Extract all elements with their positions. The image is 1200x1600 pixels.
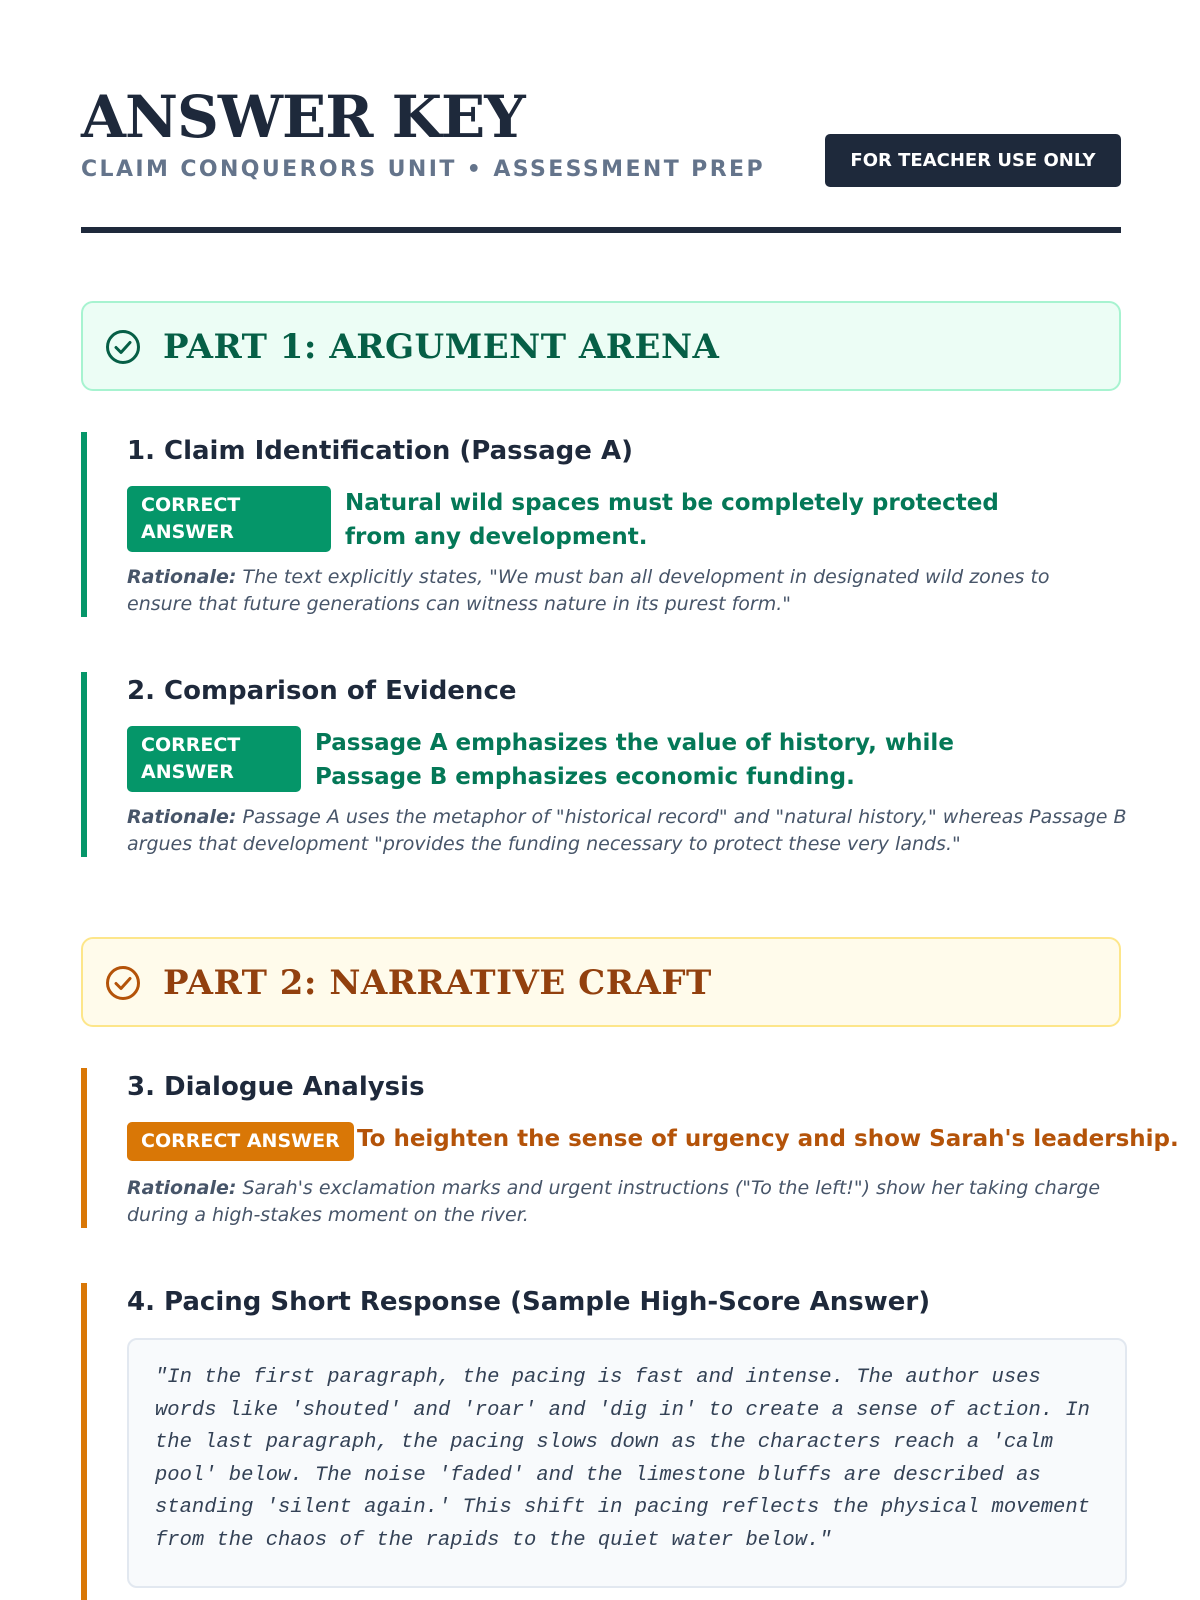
correct-answer-text: Natural wild spaces must be completely protected from any development. xyxy=(345,490,999,550)
rationale-text: Sarah's exclamation marks and urgent instructions ("To the left!") show her taking charge during a high-stakes moment on the river. xyxy=(127,1177,1101,1226)
question-1 xyxy=(81,432,1121,617)
answer-key-page xyxy=(81,0,1179,1600)
question-4 xyxy=(81,1283,1121,1600)
correct-answer-text: Passage A emphasizes the value of history, while Passage B emphasizes economic funding. xyxy=(315,730,954,790)
correct-answer-badge: CORRECT ANSWER xyxy=(127,486,331,552)
rationale-label: Rationale: xyxy=(127,806,237,828)
rationale-text: The text explicitly states, "We must ban all development in designated wild zones to ensure that future generations can witness nature in its purest form." xyxy=(127,566,1050,615)
rationale-label: Rationale: xyxy=(127,566,237,588)
rationale-label: Rationale: xyxy=(127,1177,237,1199)
question-2-rationale xyxy=(127,804,1127,858)
part-2-banner xyxy=(81,937,1121,1027)
question-3-title: 3. Dialogue Analysis xyxy=(127,1072,425,1102)
header-divider xyxy=(81,227,1121,233)
question-1-rationale xyxy=(127,564,1117,618)
correct-answer-text: To heighten the sense of urgency and show Sarah's leadership. xyxy=(357,1126,1179,1152)
question-4-title: 4. Pacing Short Response (Sample High-Score Answer) xyxy=(127,1287,931,1317)
part-1-banner xyxy=(81,301,1121,391)
part-1-title: PART 1: ARGUMENT ARENA xyxy=(163,327,720,367)
check-circle-icon xyxy=(105,965,141,1001)
question-3-rationale xyxy=(127,1175,1117,1229)
teacher-use-badge: FOR TEACHER USE ONLY xyxy=(825,134,1121,187)
part-2-title: PART 2: NARRATIVE CRAFT xyxy=(163,963,712,1003)
question-2 xyxy=(81,672,1127,857)
correct-answer-badge: CORRECT ANSWER xyxy=(127,1122,354,1161)
page-title: ANSWER KEY xyxy=(81,83,525,151)
page-header xyxy=(81,82,1121,232)
question-3 xyxy=(81,1068,1179,1228)
check-circle-icon xyxy=(105,329,141,365)
question-2-title: 2. Comparison of Evidence xyxy=(127,676,517,706)
question-1-title: 1. Claim Identification (Passage A) xyxy=(127,436,633,466)
rationale-text: Passage A uses the metaphor of "historical record" and "natural history," whereas Passage B argues that development "provides the funding necessary to protect these very lands." xyxy=(127,806,1127,855)
sample-answer-box: "In the first paragraph, the pacing is fast and intense. The author uses words like 'shouted' and 'roar' and 'dig in' to create a sense of action. In the last paragraph, the pacing slows down as the characters reach a 'calm pool' below. The noise 'faded' and the limestone bluffs are described as standing 'silent again.' This shift in pacing reflects the physical movement from the chaos of the rapids to the quiet water below." xyxy=(127,1338,1127,1588)
page-subtitle: CLAIM CONQUERORS UNIT • ASSESSMENT PREP xyxy=(81,157,765,182)
correct-answer-badge: CORRECT ANSWER xyxy=(127,726,301,792)
